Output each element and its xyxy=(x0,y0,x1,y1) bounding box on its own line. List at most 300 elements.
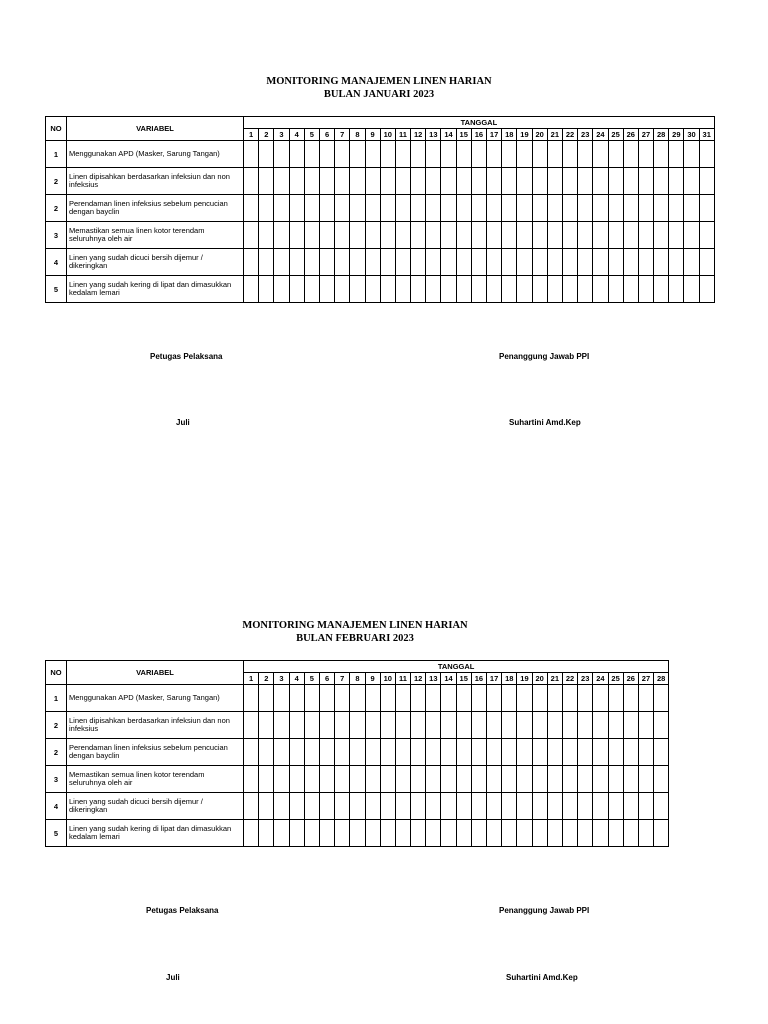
check-cell[interactable] xyxy=(319,249,334,276)
check-cell[interactable] xyxy=(304,249,319,276)
check-cell[interactable] xyxy=(517,141,532,168)
check-cell[interactable] xyxy=(654,168,669,195)
check-cell[interactable] xyxy=(289,739,304,766)
check-cell[interactable] xyxy=(304,685,319,712)
check-cell[interactable] xyxy=(411,195,426,222)
check-cell[interactable] xyxy=(365,141,380,168)
check-cell[interactable] xyxy=(319,195,334,222)
check-cell[interactable] xyxy=(547,168,562,195)
check-cell[interactable] xyxy=(335,793,350,820)
check-cell[interactable] xyxy=(654,766,669,793)
check-cell[interactable] xyxy=(244,793,259,820)
check-cell[interactable] xyxy=(562,685,577,712)
check-cell[interactable] xyxy=(623,141,638,168)
check-cell[interactable] xyxy=(411,249,426,276)
check-cell[interactable] xyxy=(456,793,471,820)
check-cell[interactable] xyxy=(502,195,517,222)
check-cell[interactable] xyxy=(684,141,699,168)
check-cell[interactable] xyxy=(441,766,456,793)
check-cell[interactable] xyxy=(532,222,547,249)
check-cell[interactable] xyxy=(289,820,304,847)
check-cell[interactable] xyxy=(244,276,259,303)
check-cell[interactable] xyxy=(547,195,562,222)
check-cell[interactable] xyxy=(471,712,486,739)
check-cell[interactable] xyxy=(654,276,669,303)
check-cell[interactable] xyxy=(244,168,259,195)
check-cell[interactable] xyxy=(259,820,274,847)
check-cell[interactable] xyxy=(669,141,684,168)
check-cell[interactable] xyxy=(289,249,304,276)
check-cell[interactable] xyxy=(411,712,426,739)
check-cell[interactable] xyxy=(350,766,365,793)
check-cell[interactable] xyxy=(441,276,456,303)
check-cell[interactable] xyxy=(244,739,259,766)
check-cell[interactable] xyxy=(274,249,289,276)
check-cell[interactable] xyxy=(578,766,593,793)
check-cell[interactable] xyxy=(380,276,395,303)
check-cell[interactable] xyxy=(244,820,259,847)
check-cell[interactable] xyxy=(578,168,593,195)
check-cell[interactable] xyxy=(350,249,365,276)
check-cell[interactable] xyxy=(289,195,304,222)
check-cell[interactable] xyxy=(654,141,669,168)
check-cell[interactable] xyxy=(593,141,608,168)
check-cell[interactable] xyxy=(456,276,471,303)
check-cell[interactable] xyxy=(244,249,259,276)
check-cell[interactable] xyxy=(274,141,289,168)
check-cell[interactable] xyxy=(487,739,502,766)
check-cell[interactable] xyxy=(699,195,714,222)
check-cell[interactable] xyxy=(289,793,304,820)
check-cell[interactable] xyxy=(304,712,319,739)
check-cell[interactable] xyxy=(350,685,365,712)
check-cell[interactable] xyxy=(395,766,410,793)
check-cell[interactable] xyxy=(426,766,441,793)
check-cell[interactable] xyxy=(426,195,441,222)
check-cell[interactable] xyxy=(350,276,365,303)
check-cell[interactable] xyxy=(274,712,289,739)
check-cell[interactable] xyxy=(487,222,502,249)
check-cell[interactable] xyxy=(487,249,502,276)
check-cell[interactable] xyxy=(654,820,669,847)
check-cell[interactable] xyxy=(259,276,274,303)
check-cell[interactable] xyxy=(441,712,456,739)
check-cell[interactable] xyxy=(684,249,699,276)
check-cell[interactable] xyxy=(426,820,441,847)
check-cell[interactable] xyxy=(578,276,593,303)
check-cell[interactable] xyxy=(304,276,319,303)
check-cell[interactable] xyxy=(532,276,547,303)
check-cell[interactable] xyxy=(319,766,334,793)
check-cell[interactable] xyxy=(593,276,608,303)
check-cell[interactable] xyxy=(608,793,623,820)
check-cell[interactable] xyxy=(335,766,350,793)
check-cell[interactable] xyxy=(244,222,259,249)
check-cell[interactable] xyxy=(274,685,289,712)
check-cell[interactable] xyxy=(547,820,562,847)
check-cell[interactable] xyxy=(638,766,653,793)
check-cell[interactable] xyxy=(274,168,289,195)
check-cell[interactable] xyxy=(578,712,593,739)
check-cell[interactable] xyxy=(532,195,547,222)
check-cell[interactable] xyxy=(441,249,456,276)
check-cell[interactable] xyxy=(365,168,380,195)
check-cell[interactable] xyxy=(244,141,259,168)
check-cell[interactable] xyxy=(562,222,577,249)
check-cell[interactable] xyxy=(365,685,380,712)
check-cell[interactable] xyxy=(654,712,669,739)
check-cell[interactable] xyxy=(502,739,517,766)
check-cell[interactable] xyxy=(411,739,426,766)
check-cell[interactable] xyxy=(638,249,653,276)
check-cell[interactable] xyxy=(517,739,532,766)
check-cell[interactable] xyxy=(259,766,274,793)
check-cell[interactable] xyxy=(593,168,608,195)
check-cell[interactable] xyxy=(654,685,669,712)
check-cell[interactable] xyxy=(456,141,471,168)
check-cell[interactable] xyxy=(532,739,547,766)
check-cell[interactable] xyxy=(259,249,274,276)
check-cell[interactable] xyxy=(426,739,441,766)
check-cell[interactable] xyxy=(638,195,653,222)
check-cell[interactable] xyxy=(319,739,334,766)
check-cell[interactable] xyxy=(259,793,274,820)
check-cell[interactable] xyxy=(411,276,426,303)
check-cell[interactable] xyxy=(335,820,350,847)
check-cell[interactable] xyxy=(547,793,562,820)
check-cell[interactable] xyxy=(608,712,623,739)
check-cell[interactable] xyxy=(365,249,380,276)
check-cell[interactable] xyxy=(395,249,410,276)
check-cell[interactable] xyxy=(380,739,395,766)
check-cell[interactable] xyxy=(365,766,380,793)
check-cell[interactable] xyxy=(304,141,319,168)
check-cell[interactable] xyxy=(562,249,577,276)
check-cell[interactable] xyxy=(335,685,350,712)
check-cell[interactable] xyxy=(608,766,623,793)
check-cell[interactable] xyxy=(274,739,289,766)
check-cell[interactable] xyxy=(532,685,547,712)
check-cell[interactable] xyxy=(456,820,471,847)
check-cell[interactable] xyxy=(471,249,486,276)
check-cell[interactable] xyxy=(304,766,319,793)
check-cell[interactable] xyxy=(426,141,441,168)
check-cell[interactable] xyxy=(380,820,395,847)
check-cell[interactable] xyxy=(487,685,502,712)
check-cell[interactable] xyxy=(502,276,517,303)
check-cell[interactable] xyxy=(578,685,593,712)
check-cell[interactable] xyxy=(623,195,638,222)
check-cell[interactable] xyxy=(623,685,638,712)
check-cell[interactable] xyxy=(259,712,274,739)
check-cell[interactable] xyxy=(669,276,684,303)
check-cell[interactable] xyxy=(562,168,577,195)
check-cell[interactable] xyxy=(502,685,517,712)
check-cell[interactable] xyxy=(517,820,532,847)
check-cell[interactable] xyxy=(441,820,456,847)
check-cell[interactable] xyxy=(578,249,593,276)
check-cell[interactable] xyxy=(350,222,365,249)
check-cell[interactable] xyxy=(517,168,532,195)
check-cell[interactable] xyxy=(593,793,608,820)
check-cell[interactable] xyxy=(456,766,471,793)
check-cell[interactable] xyxy=(517,276,532,303)
check-cell[interactable] xyxy=(471,141,486,168)
check-cell[interactable] xyxy=(593,766,608,793)
check-cell[interactable] xyxy=(471,685,486,712)
check-cell[interactable] xyxy=(426,276,441,303)
check-cell[interactable] xyxy=(274,222,289,249)
check-cell[interactable] xyxy=(562,276,577,303)
check-cell[interactable] xyxy=(274,820,289,847)
check-cell[interactable] xyxy=(623,793,638,820)
check-cell[interactable] xyxy=(471,276,486,303)
check-cell[interactable] xyxy=(638,276,653,303)
check-cell[interactable] xyxy=(411,793,426,820)
check-cell[interactable] xyxy=(395,276,410,303)
check-cell[interactable] xyxy=(426,685,441,712)
check-cell[interactable] xyxy=(638,793,653,820)
check-cell[interactable] xyxy=(411,141,426,168)
check-cell[interactable] xyxy=(335,168,350,195)
check-cell[interactable] xyxy=(471,766,486,793)
check-cell[interactable] xyxy=(456,712,471,739)
check-cell[interactable] xyxy=(623,249,638,276)
check-cell[interactable] xyxy=(395,685,410,712)
check-cell[interactable] xyxy=(562,195,577,222)
check-cell[interactable] xyxy=(562,820,577,847)
check-cell[interactable] xyxy=(441,168,456,195)
check-cell[interactable] xyxy=(487,712,502,739)
check-cell[interactable] xyxy=(244,195,259,222)
check-cell[interactable] xyxy=(699,249,714,276)
check-cell[interactable] xyxy=(517,766,532,793)
check-cell[interactable] xyxy=(502,793,517,820)
check-cell[interactable] xyxy=(593,739,608,766)
check-cell[interactable] xyxy=(426,249,441,276)
check-cell[interactable] xyxy=(274,793,289,820)
check-cell[interactable] xyxy=(289,276,304,303)
check-cell[interactable] xyxy=(365,222,380,249)
check-cell[interactable] xyxy=(593,249,608,276)
check-cell[interactable] xyxy=(502,820,517,847)
check-cell[interactable] xyxy=(456,685,471,712)
check-cell[interactable] xyxy=(426,222,441,249)
check-cell[interactable] xyxy=(517,222,532,249)
check-cell[interactable] xyxy=(411,685,426,712)
check-cell[interactable] xyxy=(441,685,456,712)
check-cell[interactable] xyxy=(623,168,638,195)
check-cell[interactable] xyxy=(562,712,577,739)
check-cell[interactable] xyxy=(502,141,517,168)
check-cell[interactable] xyxy=(304,222,319,249)
check-cell[interactable] xyxy=(426,168,441,195)
check-cell[interactable] xyxy=(669,222,684,249)
check-cell[interactable] xyxy=(395,739,410,766)
check-cell[interactable] xyxy=(623,276,638,303)
check-cell[interactable] xyxy=(380,766,395,793)
check-cell[interactable] xyxy=(441,739,456,766)
check-cell[interactable] xyxy=(699,222,714,249)
check-cell[interactable] xyxy=(350,168,365,195)
check-cell[interactable] xyxy=(395,195,410,222)
check-cell[interactable] xyxy=(532,141,547,168)
check-cell[interactable] xyxy=(623,222,638,249)
check-cell[interactable] xyxy=(638,712,653,739)
check-cell[interactable] xyxy=(502,712,517,739)
check-cell[interactable] xyxy=(365,195,380,222)
check-cell[interactable] xyxy=(350,739,365,766)
check-cell[interactable] xyxy=(654,222,669,249)
check-cell[interactable] xyxy=(638,685,653,712)
check-cell[interactable] xyxy=(502,766,517,793)
check-cell[interactable] xyxy=(456,249,471,276)
check-cell[interactable] xyxy=(304,793,319,820)
check-cell[interactable] xyxy=(608,195,623,222)
check-cell[interactable] xyxy=(638,739,653,766)
check-cell[interactable] xyxy=(380,222,395,249)
check-cell[interactable] xyxy=(608,222,623,249)
check-cell[interactable] xyxy=(547,276,562,303)
check-cell[interactable] xyxy=(471,820,486,847)
check-cell[interactable] xyxy=(244,766,259,793)
check-cell[interactable] xyxy=(380,685,395,712)
check-cell[interactable] xyxy=(517,195,532,222)
check-cell[interactable] xyxy=(456,739,471,766)
check-cell[interactable] xyxy=(335,141,350,168)
check-cell[interactable] xyxy=(684,195,699,222)
check-cell[interactable] xyxy=(259,195,274,222)
check-cell[interactable] xyxy=(319,222,334,249)
check-cell[interactable] xyxy=(684,222,699,249)
check-cell[interactable] xyxy=(562,141,577,168)
check-cell[interactable] xyxy=(319,793,334,820)
check-cell[interactable] xyxy=(532,766,547,793)
check-cell[interactable] xyxy=(578,222,593,249)
check-cell[interactable] xyxy=(562,766,577,793)
check-cell[interactable] xyxy=(654,195,669,222)
check-cell[interactable] xyxy=(487,793,502,820)
check-cell[interactable] xyxy=(669,195,684,222)
check-cell[interactable] xyxy=(441,793,456,820)
check-cell[interactable] xyxy=(441,222,456,249)
check-cell[interactable] xyxy=(654,249,669,276)
check-cell[interactable] xyxy=(547,222,562,249)
check-cell[interactable] xyxy=(623,712,638,739)
check-cell[interactable] xyxy=(365,820,380,847)
check-cell[interactable] xyxy=(547,249,562,276)
check-cell[interactable] xyxy=(638,168,653,195)
check-cell[interactable] xyxy=(304,820,319,847)
check-cell[interactable] xyxy=(350,793,365,820)
check-cell[interactable] xyxy=(578,793,593,820)
check-cell[interactable] xyxy=(319,712,334,739)
check-cell[interactable] xyxy=(471,739,486,766)
check-cell[interactable] xyxy=(335,712,350,739)
check-cell[interactable] xyxy=(335,739,350,766)
check-cell[interactable] xyxy=(684,276,699,303)
check-cell[interactable] xyxy=(502,249,517,276)
check-cell[interactable] xyxy=(274,766,289,793)
check-cell[interactable] xyxy=(380,712,395,739)
check-cell[interactable] xyxy=(426,793,441,820)
check-cell[interactable] xyxy=(562,793,577,820)
check-cell[interactable] xyxy=(593,685,608,712)
check-cell[interactable] xyxy=(395,793,410,820)
check-cell[interactable] xyxy=(471,793,486,820)
check-cell[interactable] xyxy=(441,195,456,222)
check-cell[interactable] xyxy=(289,141,304,168)
check-cell[interactable] xyxy=(487,195,502,222)
check-cell[interactable] xyxy=(259,168,274,195)
check-cell[interactable] xyxy=(319,168,334,195)
check-cell[interactable] xyxy=(411,820,426,847)
check-cell[interactable] xyxy=(532,249,547,276)
check-cell[interactable] xyxy=(487,820,502,847)
check-cell[interactable] xyxy=(578,141,593,168)
check-cell[interactable] xyxy=(259,739,274,766)
check-cell[interactable] xyxy=(638,222,653,249)
check-cell[interactable] xyxy=(289,712,304,739)
check-cell[interactable] xyxy=(350,141,365,168)
check-cell[interactable] xyxy=(593,712,608,739)
check-cell[interactable] xyxy=(289,685,304,712)
check-cell[interactable] xyxy=(411,168,426,195)
check-cell[interactable] xyxy=(623,820,638,847)
check-cell[interactable] xyxy=(699,141,714,168)
check-cell[interactable] xyxy=(335,249,350,276)
check-cell[interactable] xyxy=(395,141,410,168)
check-cell[interactable] xyxy=(608,276,623,303)
check-cell[interactable] xyxy=(608,820,623,847)
check-cell[interactable] xyxy=(289,222,304,249)
check-cell[interactable] xyxy=(441,141,456,168)
check-cell[interactable] xyxy=(487,276,502,303)
check-cell[interactable] xyxy=(684,168,699,195)
check-cell[interactable] xyxy=(411,766,426,793)
check-cell[interactable] xyxy=(365,793,380,820)
check-cell[interactable] xyxy=(487,141,502,168)
check-cell[interactable] xyxy=(395,712,410,739)
check-cell[interactable] xyxy=(593,195,608,222)
check-cell[interactable] xyxy=(623,739,638,766)
check-cell[interactable] xyxy=(623,766,638,793)
check-cell[interactable] xyxy=(304,739,319,766)
check-cell[interactable] xyxy=(395,222,410,249)
check-cell[interactable] xyxy=(654,739,669,766)
check-cell[interactable] xyxy=(274,276,289,303)
check-cell[interactable] xyxy=(547,739,562,766)
check-cell[interactable] xyxy=(578,195,593,222)
check-cell[interactable] xyxy=(350,712,365,739)
check-cell[interactable] xyxy=(456,195,471,222)
check-cell[interactable] xyxy=(471,168,486,195)
check-cell[interactable] xyxy=(319,820,334,847)
check-cell[interactable] xyxy=(471,195,486,222)
check-cell[interactable] xyxy=(487,168,502,195)
check-cell[interactable] xyxy=(547,685,562,712)
check-cell[interactable] xyxy=(532,820,547,847)
check-cell[interactable] xyxy=(638,141,653,168)
check-cell[interactable] xyxy=(593,222,608,249)
check-cell[interactable] xyxy=(517,712,532,739)
check-cell[interactable] xyxy=(365,712,380,739)
check-cell[interactable] xyxy=(532,712,547,739)
check-cell[interactable] xyxy=(517,793,532,820)
check-cell[interactable] xyxy=(304,168,319,195)
check-cell[interactable] xyxy=(608,685,623,712)
check-cell[interactable] xyxy=(669,249,684,276)
